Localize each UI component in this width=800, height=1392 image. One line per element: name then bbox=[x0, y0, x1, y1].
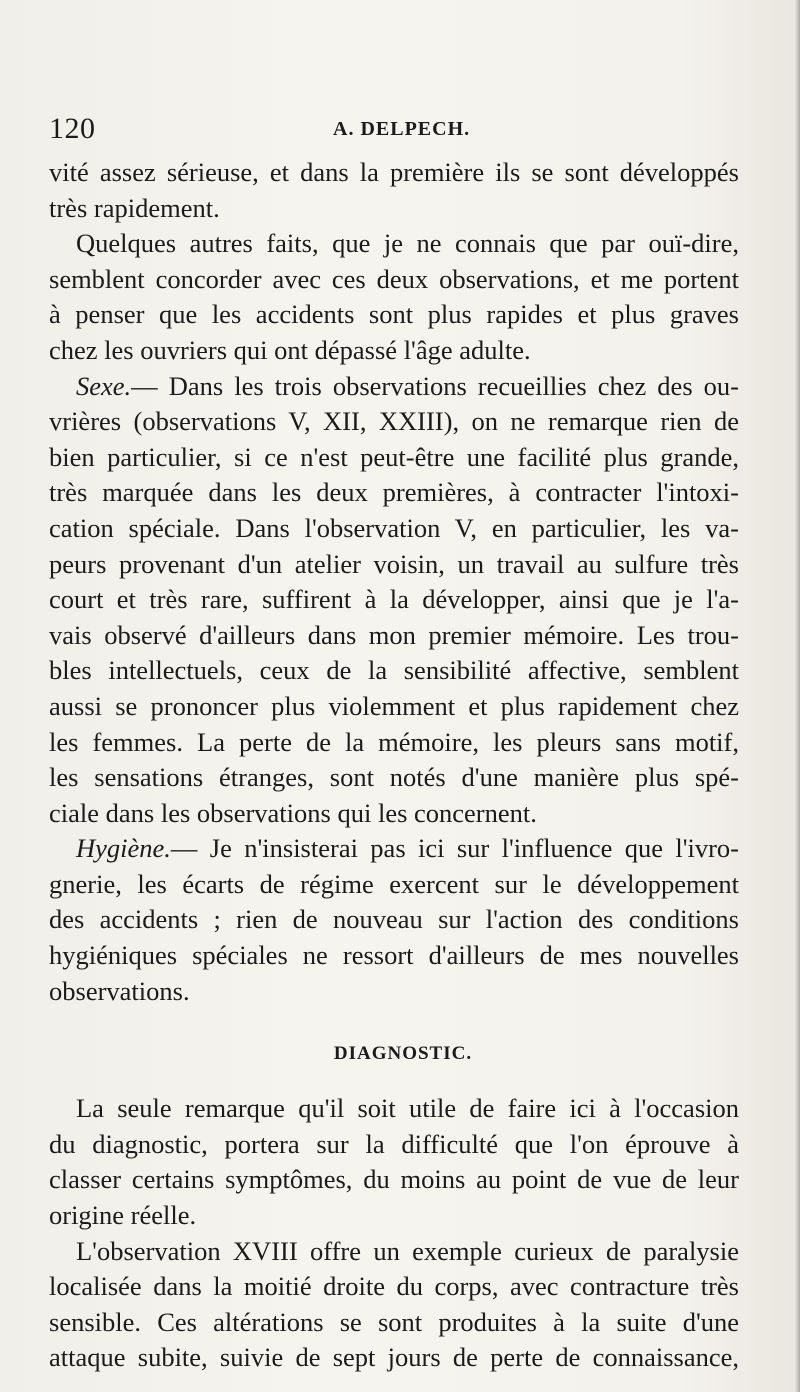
hygiene-lead: Hygiène. bbox=[76, 833, 171, 864]
text-line: très rapidement. bbox=[49, 192, 220, 223]
text-line: semblent concorder avec ces deux observations, et me portent bbox=[49, 263, 739, 294]
text-line: gnerie, les écarts de régime exercent sur le développement bbox=[49, 868, 739, 899]
text-line: hygiéniques spéciales ne ressort d'ailleurs de mes nouvelles bbox=[49, 940, 739, 971]
text-line: bles intellectuels, ceux de la sensibilité affective, semblent bbox=[49, 655, 739, 686]
text-line: classer certains symptômes, du moins au point de vue de leur bbox=[49, 1164, 739, 1195]
text-line: des accidents ; rien de nouveau sur l'action des conditions bbox=[49, 904, 739, 935]
text-line: bien particulier, si ce n'est peut-être une facilité plus grande, bbox=[49, 441, 739, 472]
text-line: très marquée dans les deux premières, à contracter l'intoxi- bbox=[49, 477, 739, 508]
hygiene-first-line-text: — Je n'insisterai pas ici sur l'influence que l'ivro- bbox=[170, 833, 739, 864]
text-line: La seule remarque qu'il soit utile de faire ici à l'occasion bbox=[76, 1093, 739, 1124]
text-line: chez les ouvriers qui ont dépassé l'âge adulte. bbox=[49, 334, 531, 365]
text-line: origine réelle. bbox=[49, 1200, 197, 1231]
text-line: localisée dans la moitié droite du corps, avec contracture très bbox=[49, 1271, 739, 1302]
text-line: L'observation XVIII offre un exemple curieux de paralysie bbox=[76, 1235, 739, 1266]
sexe-paragraph-first-line bbox=[49, 369, 739, 405]
text-line: du diagnostic, portera sur la difficulté que l'on éprouve à bbox=[49, 1128, 739, 1159]
page-edge-shadow bbox=[795, 0, 800, 1392]
text-line: les sensations étranges, sont notés d'une manière plus spé- bbox=[49, 762, 739, 793]
text-line: vrières (observations V, XII, XXIII), on ne remarque rien de bbox=[49, 406, 739, 437]
text-line: vais observé d'ailleurs dans mon premier mémoire. Les trou- bbox=[49, 619, 739, 650]
text-line: sensible. Ces altérations se sont produites à la suite d'une bbox=[49, 1306, 739, 1337]
page-number: 120 bbox=[49, 112, 96, 145]
text-line: Quelques autres faits, que je ne connais que par ouï-dire, bbox=[76, 228, 739, 259]
text-line: à penser que les accidents sont plus rapides et plus graves bbox=[49, 299, 739, 330]
text-line: les femmes. La perte de la mémoire, les pleurs sans motif, bbox=[49, 726, 739, 757]
section-title: DIAGNOSTIC. bbox=[333, 1043, 473, 1065]
text-line: aussi se prononcer plus violemment et plus rapidement chez bbox=[49, 690, 739, 721]
running-head: A. DELPECH. bbox=[333, 118, 471, 140]
text-line: cation spéciale. Dans l'observation V, en particulier, les va- bbox=[49, 512, 739, 543]
sexe-first-line-text: — Dans les trois observations recueillies chez des ou- bbox=[131, 370, 739, 401]
text-line: ciale dans les observations qui les concernent. bbox=[49, 797, 537, 828]
body-text bbox=[49, 155, 739, 1376]
page-header bbox=[49, 112, 739, 152]
text-line: attaque subite, suivie de sept jours de perte de connaissance, bbox=[49, 1342, 739, 1373]
text-line: vité assez sérieuse, et dans la première ils se sont développés bbox=[49, 157, 739, 187]
text-line: court et très rare, suffirent à la développer, ainsi que je l'a- bbox=[49, 584, 739, 615]
sexe-lead: Sexe. bbox=[76, 370, 132, 401]
text-line: observations. bbox=[49, 975, 190, 1006]
hygiene-paragraph-first-line bbox=[49, 831, 739, 867]
text-line: peurs provenant d'un atelier voisin, un travail au sulfure très bbox=[49, 548, 739, 579]
